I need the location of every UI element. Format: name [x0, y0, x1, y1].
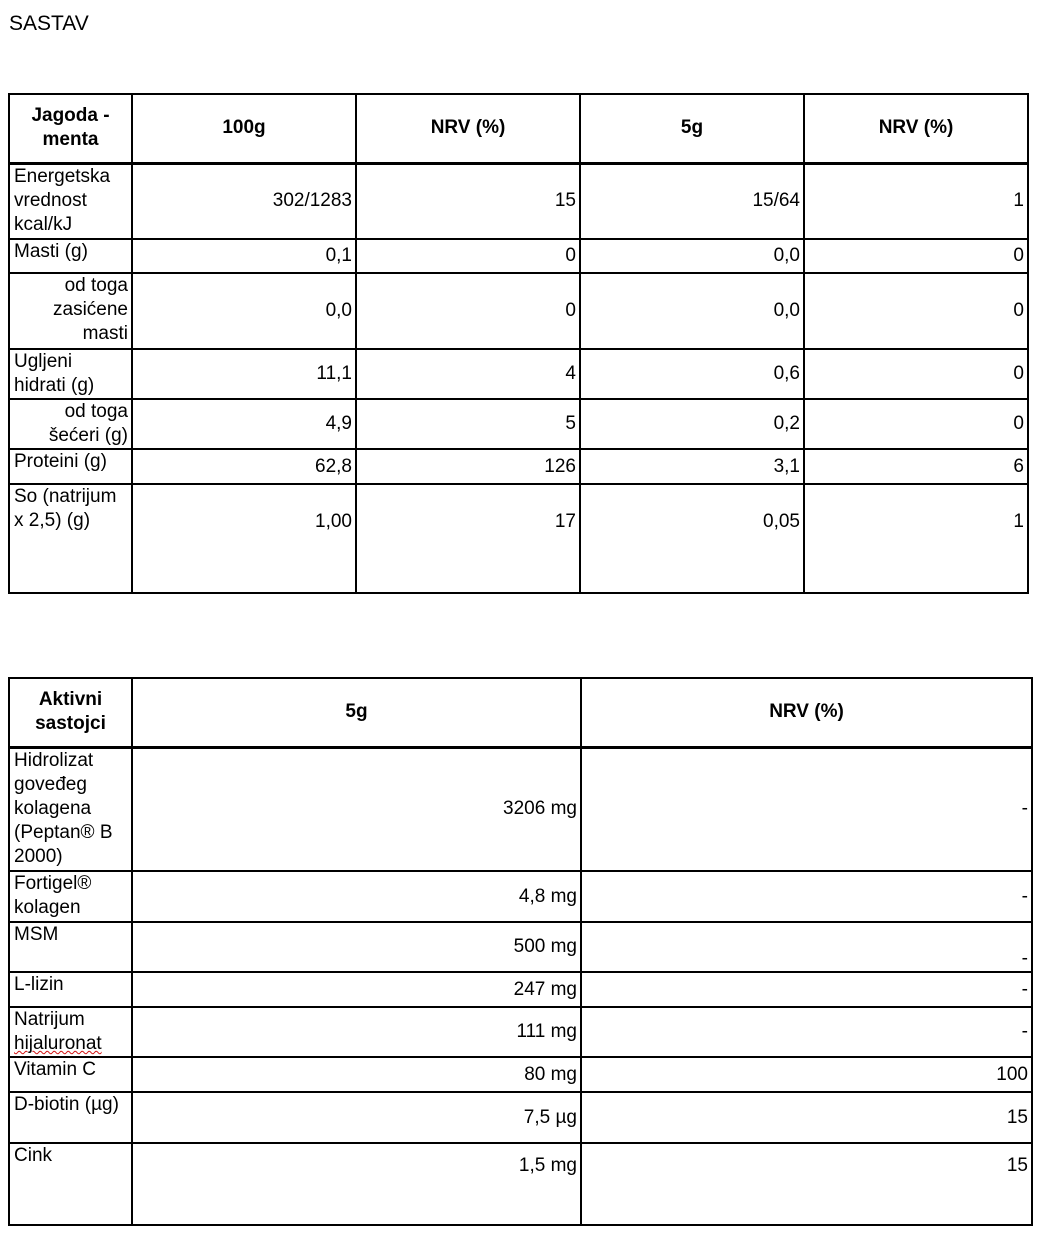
table-row — [9, 1007, 1032, 1057]
cell-value: 4 — [356, 349, 580, 399]
cell-value: 15 — [581, 1143, 1032, 1225]
cell-value: 1 — [804, 163, 1028, 239]
table-row — [9, 449, 1028, 484]
page-title: SASTAV — [9, 12, 89, 35]
row-label: Ugljeni hidrati (g) — [9, 349, 132, 399]
cell-value: 0 — [804, 239, 1028, 273]
row-label: MSM — [9, 922, 132, 972]
table-row — [9, 239, 1028, 273]
row-label: Masti (g) — [9, 239, 132, 273]
table-row — [9, 1092, 1032, 1143]
cell-value: 0,0 — [580, 273, 804, 349]
cell-value: 0 — [356, 273, 580, 349]
cell-value: 5 — [356, 399, 580, 449]
cell-value: 15/64 — [580, 163, 804, 239]
table-row — [9, 1057, 1032, 1092]
cell-value: 15 — [356, 163, 580, 239]
cell-value: - — [581, 922, 1032, 972]
cell-value: 0,05 — [580, 484, 804, 593]
cell-value: 1,5 mg — [132, 1143, 581, 1225]
table-row — [9, 273, 1028, 349]
row-label: od toga zasićene masti — [9, 273, 132, 349]
row-label: D-biotin (µg) — [9, 1092, 132, 1143]
cell-value: 0,0 — [132, 273, 356, 349]
table-row — [9, 399, 1028, 449]
table-header-row — [9, 678, 1032, 747]
table-header-row — [9, 94, 1028, 163]
column-header: NRV (%) — [581, 678, 1032, 747]
table-row — [9, 747, 1032, 871]
cell-value: 0 — [804, 273, 1028, 349]
row-label: Hidrolizat goveđeg kolagena (Peptan® B 2000) — [9, 747, 132, 871]
row-label: od toga šećeri (g) — [9, 399, 132, 449]
table-row — [9, 972, 1032, 1007]
table-row — [9, 871, 1032, 922]
active-ingredients-table — [8, 677, 1033, 1226]
table-row — [9, 922, 1032, 972]
column-header: 5g — [132, 678, 581, 747]
cell-value: 247 mg — [132, 972, 581, 1007]
row-label: L-lizin — [9, 972, 132, 1007]
cell-value: 126 — [356, 449, 580, 484]
cell-value: 4,8 mg — [132, 871, 581, 922]
cell-value: - — [581, 1007, 1032, 1057]
row-label: Fortigel® kolagen — [9, 871, 132, 922]
table-row — [9, 484, 1028, 593]
cell-value: 0 — [356, 239, 580, 273]
cell-value: 17 — [356, 484, 580, 593]
row-label-line: hijaluronat — [14, 1033, 102, 1054]
column-header: NRV (%) — [804, 94, 1028, 163]
cell-value: 0,1 — [132, 239, 356, 273]
cell-value: 7,5 µg — [132, 1092, 581, 1143]
cell-value: 0,0 — [580, 239, 804, 273]
cell-value: 62,8 — [132, 449, 356, 484]
cell-value: 1 — [804, 484, 1028, 593]
cell-value: 1,00 — [132, 484, 356, 593]
cell-value: 500 mg — [132, 922, 581, 972]
column-header: 100g — [132, 94, 356, 163]
cell-value: 3206 mg — [132, 747, 581, 871]
table-row — [9, 349, 1028, 399]
cell-value: 0,6 — [580, 349, 804, 399]
cell-value: 302/1283 — [132, 163, 356, 239]
column-header: 5g — [580, 94, 804, 163]
table-row — [9, 1143, 1032, 1225]
table-row — [9, 163, 1028, 239]
cell-value: 80 mg — [132, 1057, 581, 1092]
cell-value: 3,1 — [580, 449, 804, 484]
cell-value: 0 — [804, 349, 1028, 399]
cell-value: 100 — [581, 1057, 1032, 1092]
cell-value: 0 — [804, 399, 1028, 449]
row-label — [9, 1007, 132, 1057]
cell-value: - — [581, 747, 1032, 871]
cell-value: 0,2 — [580, 399, 804, 449]
row-label: Proteini (g) — [9, 449, 132, 484]
row-label: So (natrijum x 2,5) (g) — [9, 484, 132, 593]
row-label: Vitamin C — [9, 1057, 132, 1092]
column-header: Aktivni sastojci — [9, 678, 132, 747]
nutrition-table — [8, 93, 1029, 594]
row-label-line: Natrijum — [14, 1009, 85, 1030]
cell-value: 15 — [581, 1092, 1032, 1143]
cell-value: 4,9 — [132, 399, 356, 449]
column-header: Jagoda - menta — [9, 94, 132, 163]
row-label: Cink — [9, 1143, 132, 1225]
row-label: Energetska vrednost kcal/kJ — [9, 163, 132, 239]
cell-value: - — [581, 972, 1032, 1007]
cell-value: 111 mg — [132, 1007, 581, 1057]
cell-value: - — [581, 871, 1032, 922]
cell-value: 11,1 — [132, 349, 356, 399]
column-header: NRV (%) — [356, 94, 580, 163]
cell-value: 6 — [804, 449, 1028, 484]
